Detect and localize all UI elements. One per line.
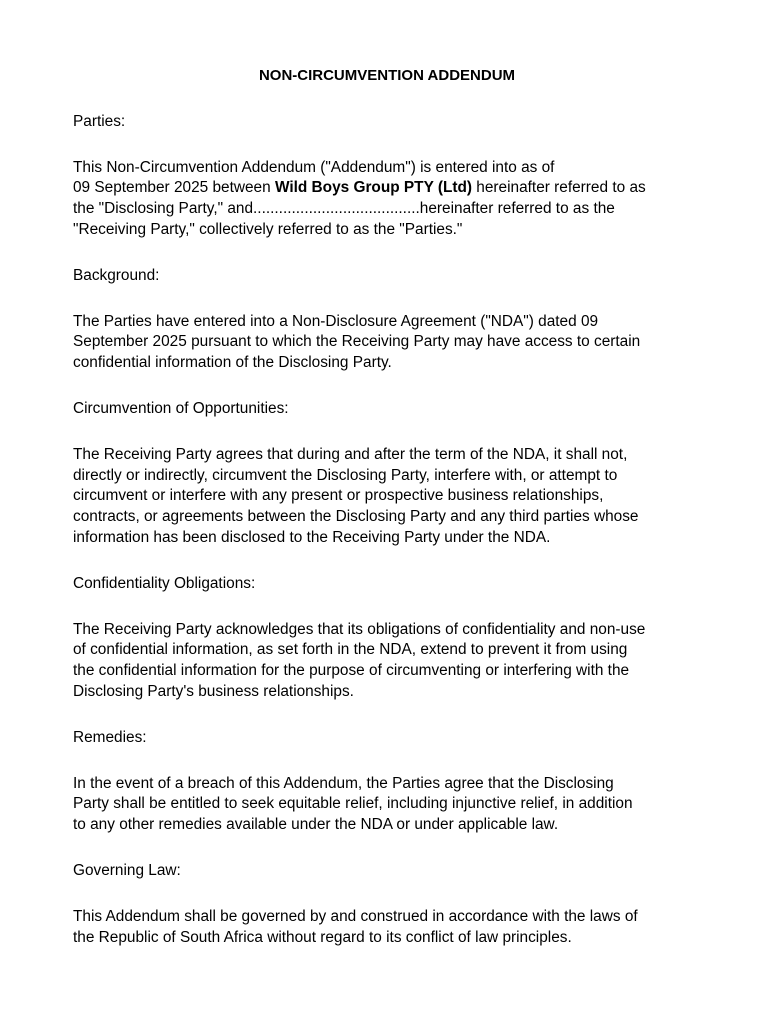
confidentiality-paragraph <box>73 620 701 703</box>
parties-line: the "Disclosing Party," and.......................................hereinafter referred to as the <box>73 200 615 218</box>
confidentiality-line: Disclosing Party's business relationships. <box>73 682 354 700</box>
document-title: NON-CIRCUMVENTION ADDENDUM <box>258 67 516 84</box>
background-line: September 2025 pursuant to which the Receiving Party may have access to certain <box>73 333 641 351</box>
confidentiality-heading: Confidentiality Obligations: <box>73 574 256 592</box>
parties-heading: Parties: <box>73 112 126 130</box>
governing-law-heading: Governing Law: <box>73 861 181 879</box>
background-heading: Background: <box>73 266 160 284</box>
remedies-heading: Remedies: <box>73 728 147 746</box>
remedies-line: Party shall be entitled to seek equitable relief, including injunctive relief, in addition <box>73 795 633 813</box>
background-line: The Parties have entered into a Non-Disclosure Agreement ("NDA") dated 09 <box>73 312 599 330</box>
parties-line: "Receiving Party," collectively referred to as the "Parties." <box>73 220 463 238</box>
remedies-line: In the event of a breach of this Addendum, the Parties agree that the Disclosing <box>73 774 614 792</box>
circumvention-line: circumvent or interfere with any present or prospective business relationships, <box>73 487 604 505</box>
circumvention-line: information has been disclosed to the Receiving Party under the NDA. <box>73 528 551 546</box>
governing-law-line: the Republic of South Africa without regard to its conflict of law principles. <box>73 928 572 946</box>
background-paragraph <box>73 312 701 374</box>
parties-line: This Non-Circumvention Addendum ("Addendum") is entered into as of <box>73 158 555 176</box>
background-line: confidential information of the Disclosing Party. <box>73 354 392 372</box>
disclosing-party-name: Wild Boys Group PTY (Ltd) <box>274 179 473 197</box>
confidentiality-line: of confidential information, as set forth in the NDA, extend to prevent it from using <box>73 641 628 659</box>
circumvention-line: directly or indirectly, circumvent the Disclosing Party, interfere with, or attempt to <box>73 466 618 484</box>
circumvention-line: contracts, or agreements between the Disclosing Party and any third parties whose <box>73 508 639 526</box>
parties-line <box>73 178 701 199</box>
remedies-paragraph <box>73 774 701 836</box>
parties-date-text: 09 September 2025 between <box>73 179 275 197</box>
circumvention-heading: Circumvention of Opportunities: <box>73 399 289 417</box>
circumvention-line: The Receiving Party agrees that during and after the term of the NDA, it shall not, <box>73 445 628 463</box>
parties-paragraph <box>73 158 701 241</box>
document-page <box>73 66 701 973</box>
governing-law-paragraph <box>73 907 701 949</box>
confidentiality-line: The Receiving Party acknowledges that its obligations of confidentiality and non-use <box>73 620 646 638</box>
circumvention-paragraph <box>73 445 701 549</box>
parties-referred-text: hereinafter referred to as <box>472 179 646 197</box>
governing-law-line: This Addendum shall be governed by and construed in accordance with the laws of <box>73 907 638 925</box>
remedies-line: to any other remedies available under the NDA or under applicable law. <box>73 816 559 834</box>
confidentiality-line: the confidential information for the purpose of circumventing or interfering with the <box>73 662 630 680</box>
